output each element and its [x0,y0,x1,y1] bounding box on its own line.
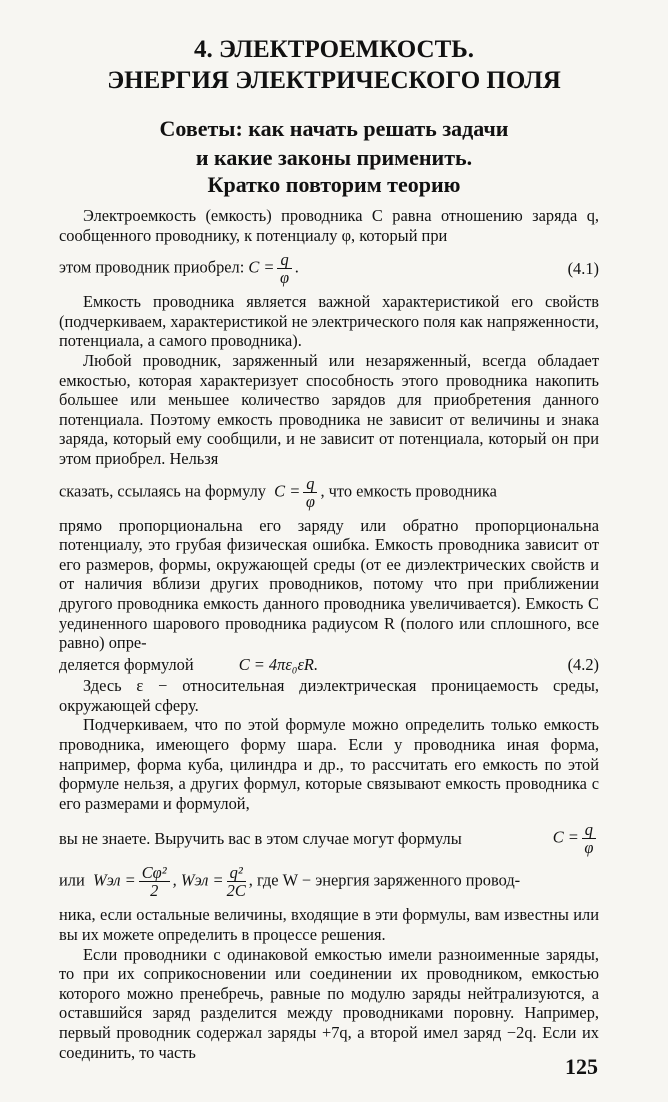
formula-energy [59,864,599,899]
paragraph: Электроемкость (емкость) проводника C равна отношению заряда q, сообщенного проводнику, к потенциалу φ, который при [59,206,599,245]
numerator: q² [227,864,246,882]
formula-lead: вы не знаете. Выручить вас в этом случае могут формулы [59,829,462,849]
paragraph: Любой проводник, заряженный или незаряженный, всегда обладает емкостью, которая характеризует способность этого проводника накопить большее или меньшее количество зарядов для приобретения данного потенциала. Поэтому емкость проводника не зависит от величины и знака заряда, который ему сообщили, и не зависит от потенциала, который он при этом приобрел. Нельзя [59,350,599,468]
equation-number: (4.1) [567,258,599,278]
denominator: φ [305,491,315,511]
formula-inline-capacity [59,475,599,510]
formula-inline-capacity-2 [59,821,599,856]
formula-lead: этом проводник приобрел: [59,257,245,277]
paragraph: ника, если остальные величины, входящие в эти формулы, вам известны или вы их можете определить в процессе решения. [59,905,599,945]
denominator: φ [584,838,594,858]
formula-tail: , что емкость проводника [320,480,497,500]
energy-lhs: Wэл = [92,870,136,890]
body-text [59,206,599,1062]
formula-lhs: C = [274,480,301,500]
paragraph: прямо пропорциональна его заряду или обратно пропорциональна потенциалу, это грубая физическая ошибка. Емкость проводника зависит от его размеров, формы, окружающей среды (от ее диэлектрических свойств и от наличия вблизи других проводников, потому что при приближении другого проводника емкость данного проводника увеличивается). Емкость C уединенного шарового проводника радиусом R (полого или сплошного, все равно) опре- [59,515,599,653]
section-subtitle [0,114,668,172]
fraction [139,864,170,899]
denominator: 2 [150,881,159,901]
formula-lhs: C = [552,827,579,847]
subtitle-line1: Советы: как начать решать задачи [159,116,509,141]
fraction [277,251,291,286]
paragraph: Емкость проводника является важной характеристикой его свойств (подчеркиваем, характеристикой не электрического поля как напряженности, потенциала, а самого проводника). [59,292,600,351]
equation-number: (4.2) [567,654,599,674]
formula-4-1 [59,251,599,286]
fraction [582,821,596,856]
review-heading: Кратко повторим теорию [207,172,461,197]
paragraph: Если проводники с одинаковой емкостью имели разноименные заряды, то при их соприкосновении или соединении их проводником, емкостью которого можно пренебречь, равные по модулю заряды нейтрализуются, а оставшийся заряд разделится между проводниками поровну. Например, первый проводник содержал заряды +7q, а второй имел заряд −2q. Если их соединить, то часть [59,944,599,1062]
numerator: q [303,475,317,493]
formula-4-2 [59,655,599,675]
fraction [227,864,246,899]
denominator: 2C [226,881,246,901]
fraction [303,475,317,510]
paragraph: Подчеркиваем, что по этой формуле можно определить только емкость проводника, имеющего форму шара. Если у проводника иная форма, например, форма куба, цилиндра и др., то рассчитать его емкость по этой формуле нельзя, а других формул, которые связывают емкость проводника с его размерами и формулой, [59,715,599,813]
formula-tail: . [294,257,299,277]
denominator: φ [280,268,290,288]
page-number: 125 [565,1054,598,1079]
formula-expression: C = 4πε₀εR. [238,654,319,674]
numerator: q [277,251,291,269]
numerator: Cφ² [139,864,170,882]
chapter-title [0,34,668,96]
chapter-title-line2: ЭНЕРГИЯ ЭЛЕКТРИЧЕСКОГО ПОЛЯ [107,67,561,94]
formula-lead: или [59,870,85,890]
numerator: q [582,821,596,839]
formula-lead: сказать, ссылаясь на формулу [59,480,266,500]
formula-lhs: C = [248,257,275,277]
subtitle-line2: и какие законы применить. [195,145,473,170]
paragraph: Здесь ε − относительная диэлектрическая проницаемость среды, окружающей сферу. [59,676,599,715]
formula-lead: деляется формулой [59,654,194,674]
energy-lhs: , Wэл = [172,870,224,890]
chapter-title-line1: 4. ЭЛЕКТРОЕМКОСТЬ. [193,36,475,63]
formula-tail: , где W − энергия заряженного провод- [248,870,521,890]
